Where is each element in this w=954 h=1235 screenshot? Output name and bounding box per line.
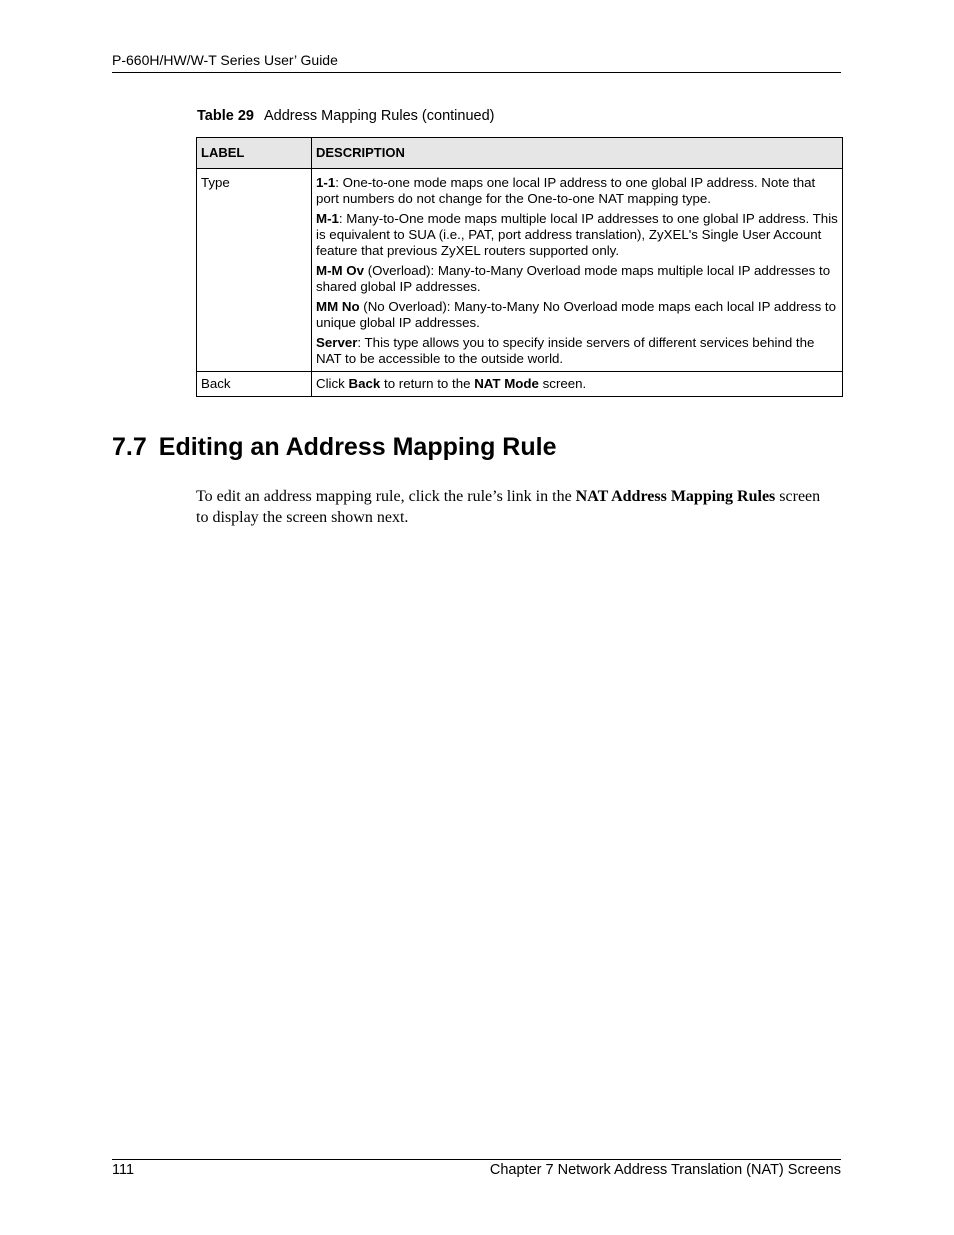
- screen-name: NAT Address Mapping Rules: [575, 488, 776, 505]
- page-number: 111: [112, 1162, 135, 1178]
- section-number: 7.7: [112, 433, 147, 461]
- term-text: : Many-to-One mode maps multiple local IP addresses to one global IP address. This is equivalent to SUA (i.e., PAT, port address translation), ZyXEL's Single User Account feature that previous ZyXEL routers supported only.: [316, 211, 838, 258]
- term: M-1: [316, 211, 339, 226]
- footer-divider: [112, 1159, 841, 1160]
- text: to return to the: [380, 376, 475, 391]
- table-row-type: [197, 169, 843, 372]
- column-header-label: LABEL: [197, 138, 312, 169]
- type-server-description: [316, 335, 838, 367]
- body-paragraph: [196, 487, 836, 528]
- text: To edit an address mapping rule, click the rule’s link in the: [196, 488, 576, 505]
- row-label: Type: [197, 169, 312, 372]
- term-text: (Overload): Many-to-Many Overload mode maps multiple local IP addresses to shared global IP addresses.: [316, 263, 831, 294]
- type-m-m-ov-description: [316, 263, 838, 295]
- row-description: [312, 372, 843, 397]
- type-mm-no-description: [316, 299, 838, 331]
- type-1-1-description: [316, 175, 838, 207]
- column-header-description: DESCRIPTION: [312, 138, 843, 169]
- term: MM No: [316, 299, 360, 314]
- header-divider: [112, 72, 841, 73]
- row-label: Back: [197, 372, 312, 397]
- text: screen.: [538, 376, 587, 391]
- section-heading: [112, 433, 556, 462]
- back-term: Back: [348, 376, 381, 391]
- type-m-1-description: [316, 211, 838, 259]
- term-text: : One-to-one mode maps one local IP address to one global IP address. Note that port numbers do not change for the One-to-one NAT mapping type.: [316, 175, 816, 206]
- term: 1-1: [316, 175, 336, 190]
- text: Click: [316, 376, 349, 391]
- table-number: Table 29: [197, 108, 254, 124]
- row-description: [312, 169, 843, 372]
- term-text: (No Overload): Many-to-Many No Overload mode maps each local IP address to unique global IP addresses.: [316, 299, 837, 330]
- table-caption: [197, 108, 494, 124]
- term: M-M Ov: [316, 263, 365, 278]
- nat-mode-term: NAT Mode: [474, 376, 539, 391]
- table-row-back: [197, 372, 843, 397]
- address-mapping-rules-table: [196, 137, 843, 397]
- term-text: : This type allows you to specify inside servers of different services behind the NAT to be accessible to the outside world.: [316, 335, 815, 366]
- text: screen to display the screen shown next.: [196, 488, 821, 526]
- term: Server: [316, 335, 358, 350]
- section-title: Editing an Address Mapping Rule: [158, 433, 557, 461]
- chapter-title: Chapter 7 Network Address Translation (NAT) Screens: [489, 1162, 841, 1178]
- table-caption-text: Address Mapping Rules (continued): [263, 108, 495, 124]
- table-header-row: [197, 138, 843, 169]
- running-header: P-660H/HW/W-T Series User’ Guide: [112, 52, 338, 68]
